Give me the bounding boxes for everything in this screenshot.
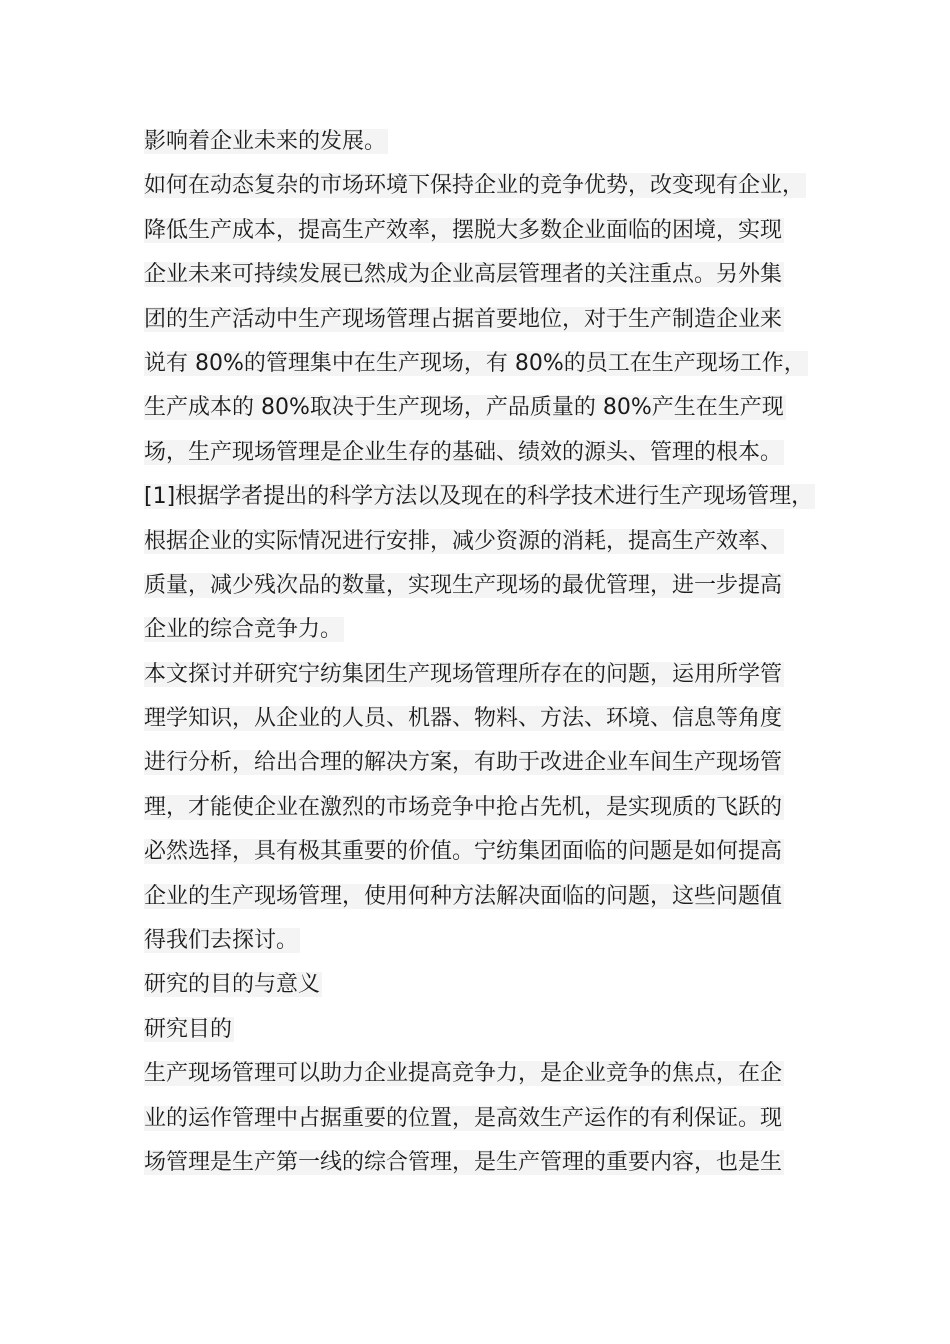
text-line-content: 理学知识，从企业的人员、机器、物料、方法、环境、信息等角度 <box>144 706 783 732</box>
text-line-content: 本文探讨并研究宁纺集团生产现场管理所存在的问题，运用所学管 <box>144 661 783 687</box>
text-line <box>144 475 824 519</box>
text-line-content: 必然选择，具有极其重要的价值。宁纺集团面临的问题是如何提高 <box>144 839 783 865</box>
text-line <box>144 1141 824 1185</box>
text-line-content: 团的生产活动中生产现场管理占据首要地位，对于生产制造企业来 <box>144 306 783 332</box>
text-line <box>144 164 824 208</box>
text-line <box>144 120 824 164</box>
text-line-content: 理，才能使企业在激烈的市场竞争中抢占先机，是实现质的飞跃的 <box>144 794 783 820</box>
text-line <box>144 386 824 430</box>
text-line-content: 企业未来可持续发展已然成为企业高层管理者的关注重点。另外集 <box>144 262 783 288</box>
text-line <box>144 653 824 697</box>
text-line <box>144 1052 824 1096</box>
text-line <box>144 298 824 342</box>
text-line <box>144 697 824 741</box>
text-line-content: 企业的综合竞争力。 <box>144 617 343 643</box>
text-line <box>144 342 824 386</box>
text-line-content: 进行分析，给出合理的解决方案，有助于改进企业车间生产现场管 <box>144 750 783 776</box>
text-line <box>144 520 824 564</box>
text-line-content: 降低生产成本，提高生产效率，摆脱大多数企业面临的困境，实现 <box>144 217 783 243</box>
text-line <box>144 1097 824 1141</box>
text-line-content: 场，生产现场管理是企业生存的基础、绩效的源头、管理的根本。 <box>144 439 783 465</box>
text-line-content: 生产成本的 80%取决于生产现场，产品质量的 80%产生在生产现 <box>144 395 784 421</box>
text-line <box>144 253 824 297</box>
text-line-content: 说有 80%的管理集中在生产现场，有 80%的员工在生产现场工作， <box>144 350 806 376</box>
text-line-content: 业的运作管理中占据重要的位置，是高效生产运作的有利保证。现 <box>144 1105 783 1131</box>
section-heading <box>144 963 824 1007</box>
text-line <box>144 830 824 874</box>
subsection-heading-text: 研究目的 <box>144 1016 233 1042</box>
text-line-content: [1]根据学者提出的科学方法以及现在的科学技术进行生产现场管理， <box>144 484 814 510</box>
text-line <box>144 564 824 608</box>
text-line-content: 场管理是生产第一线的综合管理，是生产管理的重要内容，也是生 <box>144 1149 783 1175</box>
subsection-heading <box>144 1008 824 1052</box>
text-line-content: 企业的生产现场管理，使用何种方法解决面临的问题，这些问题值 <box>144 883 783 909</box>
text-line-content: 影响着企业未来的发展。 <box>144 129 387 154</box>
body-text <box>144 120 824 1185</box>
text-line-content: 得我们去探讨。 <box>144 928 299 954</box>
text-line <box>144 209 824 253</box>
text-line-content: 如何在动态复杂的市场环境下保持企业的竞争优势，改变现有企业， <box>144 173 805 199</box>
text-line <box>144 786 824 830</box>
text-line <box>144 608 824 652</box>
section-heading-text: 研究的目的与意义 <box>144 972 321 998</box>
text-line <box>144 875 824 919</box>
text-line <box>144 741 824 785</box>
text-line-content: 质量，减少残次品的数量，实现生产现场的最优管理，进一步提高 <box>144 572 783 598</box>
text-line <box>144 431 824 475</box>
text-line <box>144 919 824 963</box>
text-line-content: 根据企业的实际情况进行安排，减少资源的消耗，提高生产效率、 <box>144 528 783 554</box>
text-line-content: 生产现场管理可以助力企业提高竞争力，是企业竞争的焦点，在企 <box>144 1061 783 1087</box>
